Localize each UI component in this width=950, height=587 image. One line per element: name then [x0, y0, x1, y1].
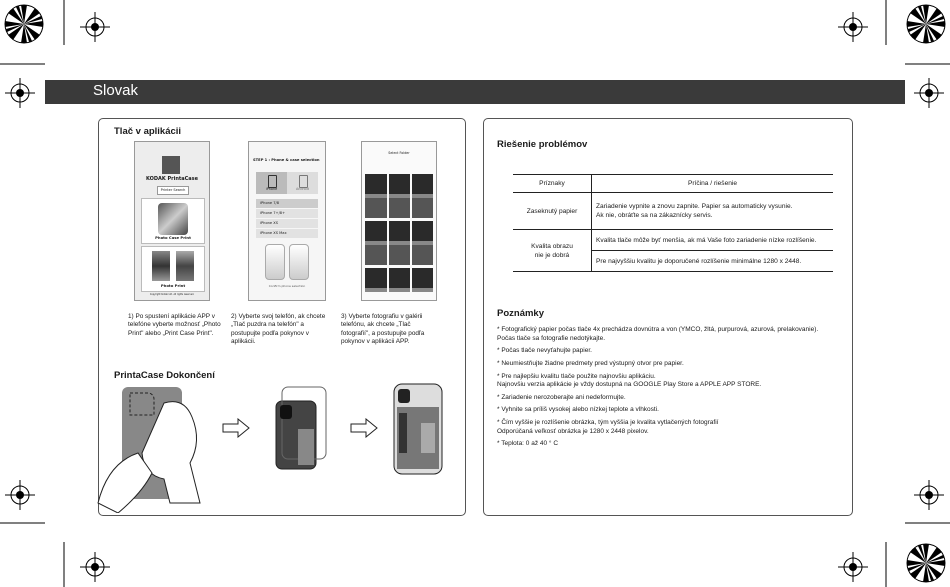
photo-print-label: Photo Print	[160, 283, 186, 288]
step-1-text: 1) Po spustení aplikácie APP v telefóne vyberte možnosť „Photo Print" alebo „Print Case Print".	[128, 313, 221, 337]
language-band	[45, 80, 905, 104]
registration-mark-icon	[838, 12, 868, 42]
case-print-option	[141, 198, 205, 244]
registration-mark-icon	[838, 552, 868, 582]
note-item: * Počas tlače nevyťahujte papier.	[497, 347, 592, 355]
column-header: Príznaky	[513, 175, 592, 193]
photo-print-option	[141, 246, 205, 292]
step-3-text: 3) Vyberte fotografiu v galérii telefónu, ak chcete „Tlač fotografií", a postupujte podľa pokynov v aplikácii APP.	[341, 313, 425, 346]
gallery-header: Select Folder	[388, 151, 410, 155]
app-footer: Copyright Kodak Ltd. All rights reserved.	[149, 293, 195, 296]
step-header: STEP 1 : Phone & case selection	[253, 158, 320, 162]
note-item: * Pre najlepšiu kvalitu tlače použite najnovšiu aplikáciu. Najnovšiu verzia aplikácie je vždy dostupná na GOOGLE Play Store a APPLE APP STORE.	[497, 372, 762, 389]
starburst-mark-icon	[906, 543, 946, 583]
model-item: iPhone XS	[256, 219, 318, 228]
notes-list	[497, 326, 852, 453]
table-header-row	[513, 175, 833, 193]
solution-cell: Pre najvyššiu kvalitu je doporučené rozlíšenie minimálne 1280 x 2448.	[592, 251, 834, 272]
phone-preview	[289, 244, 309, 280]
kodak-logo-icon	[162, 156, 180, 174]
troubleshooting-table	[513, 174, 833, 272]
column-header: Príčina / riešenie	[592, 175, 834, 193]
model-item: iPhone XS Max	[256, 229, 318, 238]
app-screenshot-home	[134, 141, 210, 301]
table-row	[513, 193, 833, 230]
note-item: * Fotografický papier počas tlače 4x prechádza dovnútra a von (YMCO, žltá, purpurová, azurová, prelakovanie). Počas tlače sa fotografie nedotýkajte.	[497, 326, 819, 342]
language-title: Slovak	[93, 82, 139, 99]
gallery-grid	[365, 174, 433, 292]
case-print-label: Photo Case Print	[155, 235, 191, 240]
registration-mark-icon	[5, 78, 35, 108]
app-screenshot-gallery	[361, 141, 437, 301]
finished-case-illustration	[393, 383, 443, 475]
starburst-mark-icon	[4, 4, 44, 44]
tab-android: Android	[287, 172, 318, 194]
note-item: * Vyhnite sa príliš vysokej alebo nízkej teplote a vlhkosti.	[497, 406, 659, 414]
note-item: * Teplota: 0 až 40 ° C	[497, 440, 559, 448]
registration-mark-icon	[914, 480, 944, 510]
registration-mark-icon	[80, 12, 110, 42]
symptom-cell: Kvalita obrazu nie je dobrá	[513, 230, 592, 272]
registration-mark-icon	[914, 78, 944, 108]
model-item: iPhone 7+/8+	[256, 209, 318, 218]
model-item: iPhone 7/8	[256, 199, 318, 208]
app-screenshot-phone-select	[248, 141, 326, 301]
arrow-right-icon	[350, 418, 378, 438]
note-item: * Neumiestňujte žiadne predmety pred výstupný otvor pre papier.	[497, 359, 684, 367]
phone-preview	[265, 244, 285, 280]
arrow-right-icon	[222, 418, 250, 438]
peel-sticker-illustration	[94, 383, 214, 513]
confirm-bar: Confirm phone selection	[268, 284, 306, 288]
tab-iphone: iPhone	[256, 172, 287, 194]
registration-mark-icon	[80, 552, 110, 582]
notes-title: Poznámky	[497, 308, 544, 319]
starburst-mark-icon	[906, 4, 946, 44]
symptom-cell: Zaseknutý papier	[513, 193, 592, 230]
solution-cell: Zariadenie vypnite a znovu zapnite. Papier sa automaticky vysunie. Ak nie, obráťte sa na zákaznícky servis.	[592, 193, 834, 230]
solution-cell: Kvalita tlače môže byť menšia, ak má Vaše foto zariadenie nízke rozlíšenie.	[592, 230, 834, 251]
printer-search-button: Printer Search	[157, 186, 189, 195]
app-brand: KODAK PrintaCase	[145, 176, 199, 182]
print-section-title: Tlač v aplikácii	[114, 126, 182, 137]
troubleshooting-title: Riešenie problémov	[497, 139, 588, 150]
table-row	[513, 230, 833, 251]
finish-section-title: PrintaCase Dokončení	[114, 370, 215, 381]
case-assembly-illustration	[260, 383, 340, 473]
step-2-text: 2) Vyberte svoj telefón, ak chcete „Tlač puzdra na telefón" a postupujte podľa pokynov v aplikácii.	[231, 313, 326, 346]
model-list	[256, 199, 318, 238]
note-item: * Čím vyššie je rozlíšenie obrázka, tým vyššia je kvalita vytlačených fotografií Odporúčaná veľkosť obrázka je 1280 x 2448 pixelov.	[497, 419, 719, 435]
note-item: * Zariadenie nerozoberajte ani nedeformujte.	[497, 393, 626, 401]
registration-mark-icon	[5, 480, 35, 510]
